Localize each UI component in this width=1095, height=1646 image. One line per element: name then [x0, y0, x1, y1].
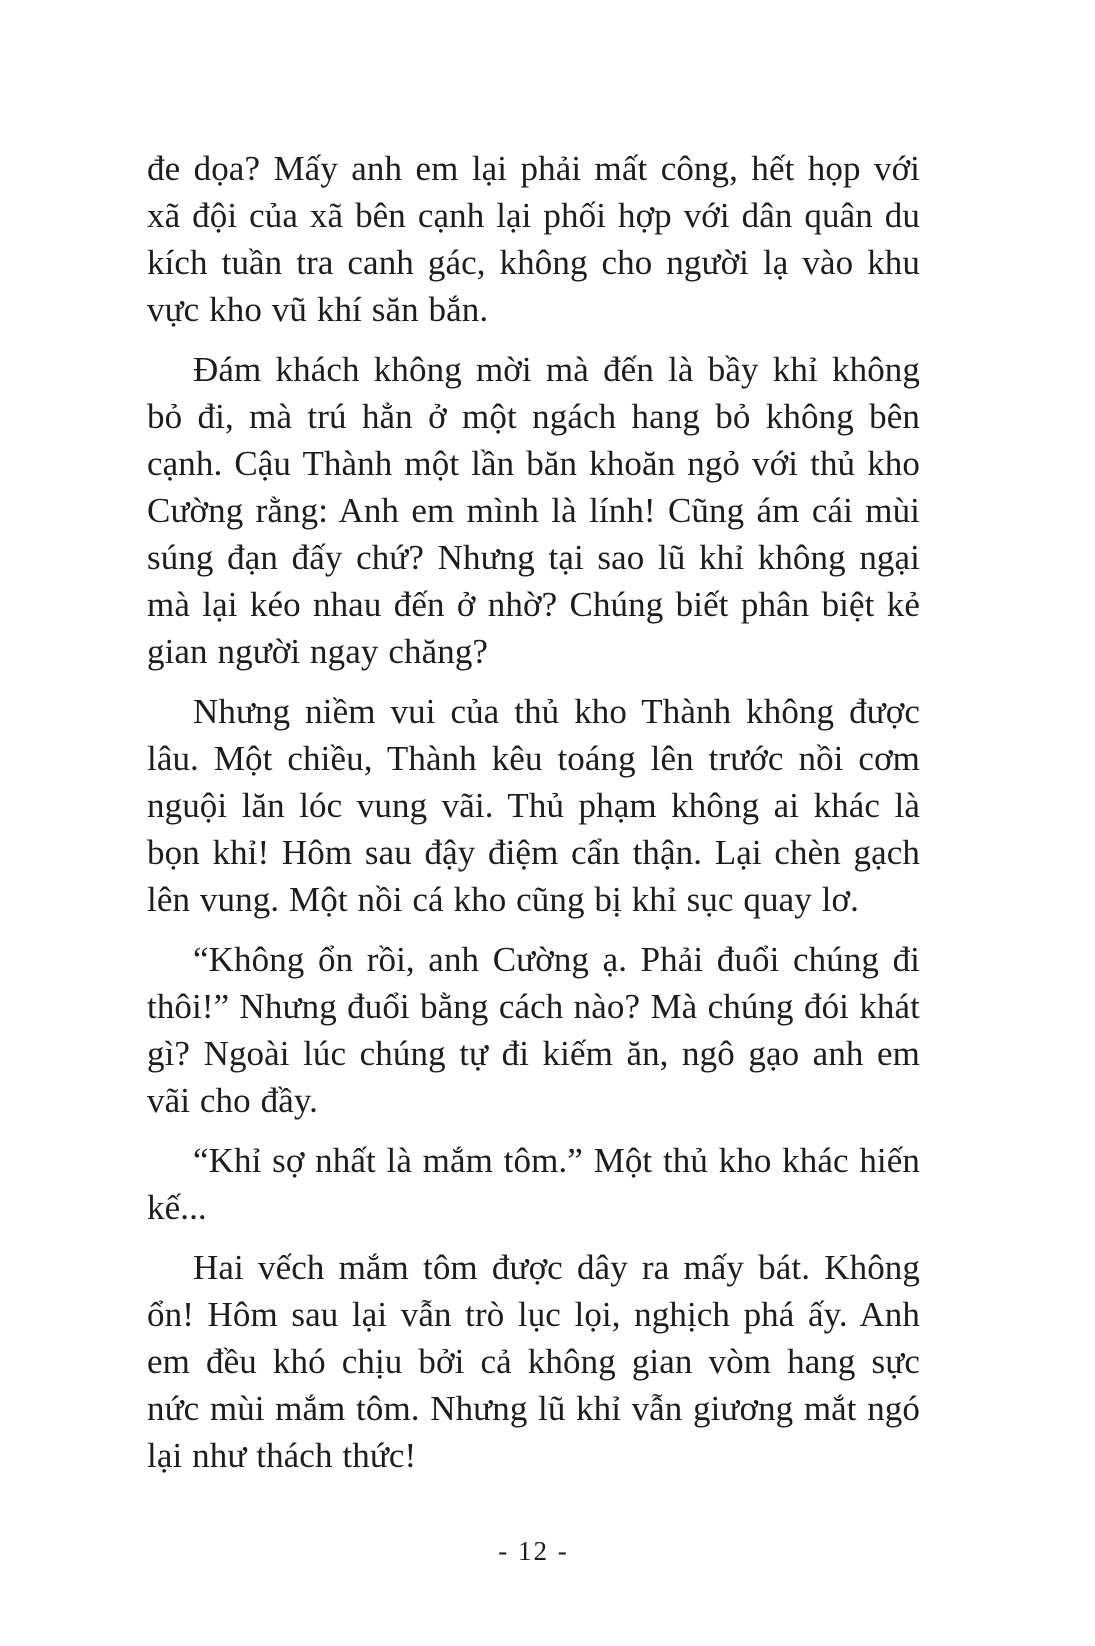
body-paragraph: “Khỉ sợ nhất là mắm tôm.” Một thủ kho khác hiến kế... [147, 1141, 920, 1227]
body-paragraph: đe dọa? Mấy anh em lại phải mất công, hết họp với xã đội của xã bên cạnh lại phối hợp với dân quân du kích tuần tra canh gác, không cho người lạ vào khu vực kho vũ khí săn bắn. [147, 149, 920, 329]
body-paragraph: Hai vếch mắm tôm được dây ra mấy bát. Không ổn! Hôm sau lại vẫn trò lục lọi, nghịch phá ấy. Anh em đều khó chịu bởi cả không gian vòm hang sực nức mùi mắm tôm. Nhưng lũ khỉ vẫn giương mắt ngó lại như thách thức! [147, 1248, 920, 1475]
body-paragraph: Nhưng niềm vui của thủ kho Thành không được lâu. Một chiều, Thành kêu toáng lên trước nồi cơm nguội lăn lóc vung vãi. Thủ phạm không ai khác là bọn khỉ! Hôm sau đậy điệm cẩn thận. Lại chèn gạch lên vung. Một nồi cá kho cũng bị khỉ sục quay lơ. [147, 692, 920, 919]
page-body-text [147, 145, 920, 1479]
page-number: - 12 - [498, 1536, 569, 1566]
body-paragraph: Đám khách không mời mà đến là bầy khỉ không bỏ đi, mà trú hẳn ở một ngách hang bỏ không bên cạnh. Cậu Thành một lần băn khoăn ngỏ với thủ kho Cường rằng: Anh em mình là lính! Cũng ám cái mùi súng đạn đấy chứ? Nhưng tại sao lũ khỉ không ngại mà lại kéo nhau đến ở nhờ? Chúng biết phân biệt kẻ gian người ngay chăng? [147, 350, 920, 671]
body-paragraph: “Không ổn rồi, anh Cường ạ. Phải đuổi chúng đi thôi!” Nhưng đuổi bằng cách nào? Mà chúng đói khát gì? Ngoài lúc chúng tự đi kiếm ăn, ngô gạo anh em vãi cho đầy. [147, 940, 920, 1120]
